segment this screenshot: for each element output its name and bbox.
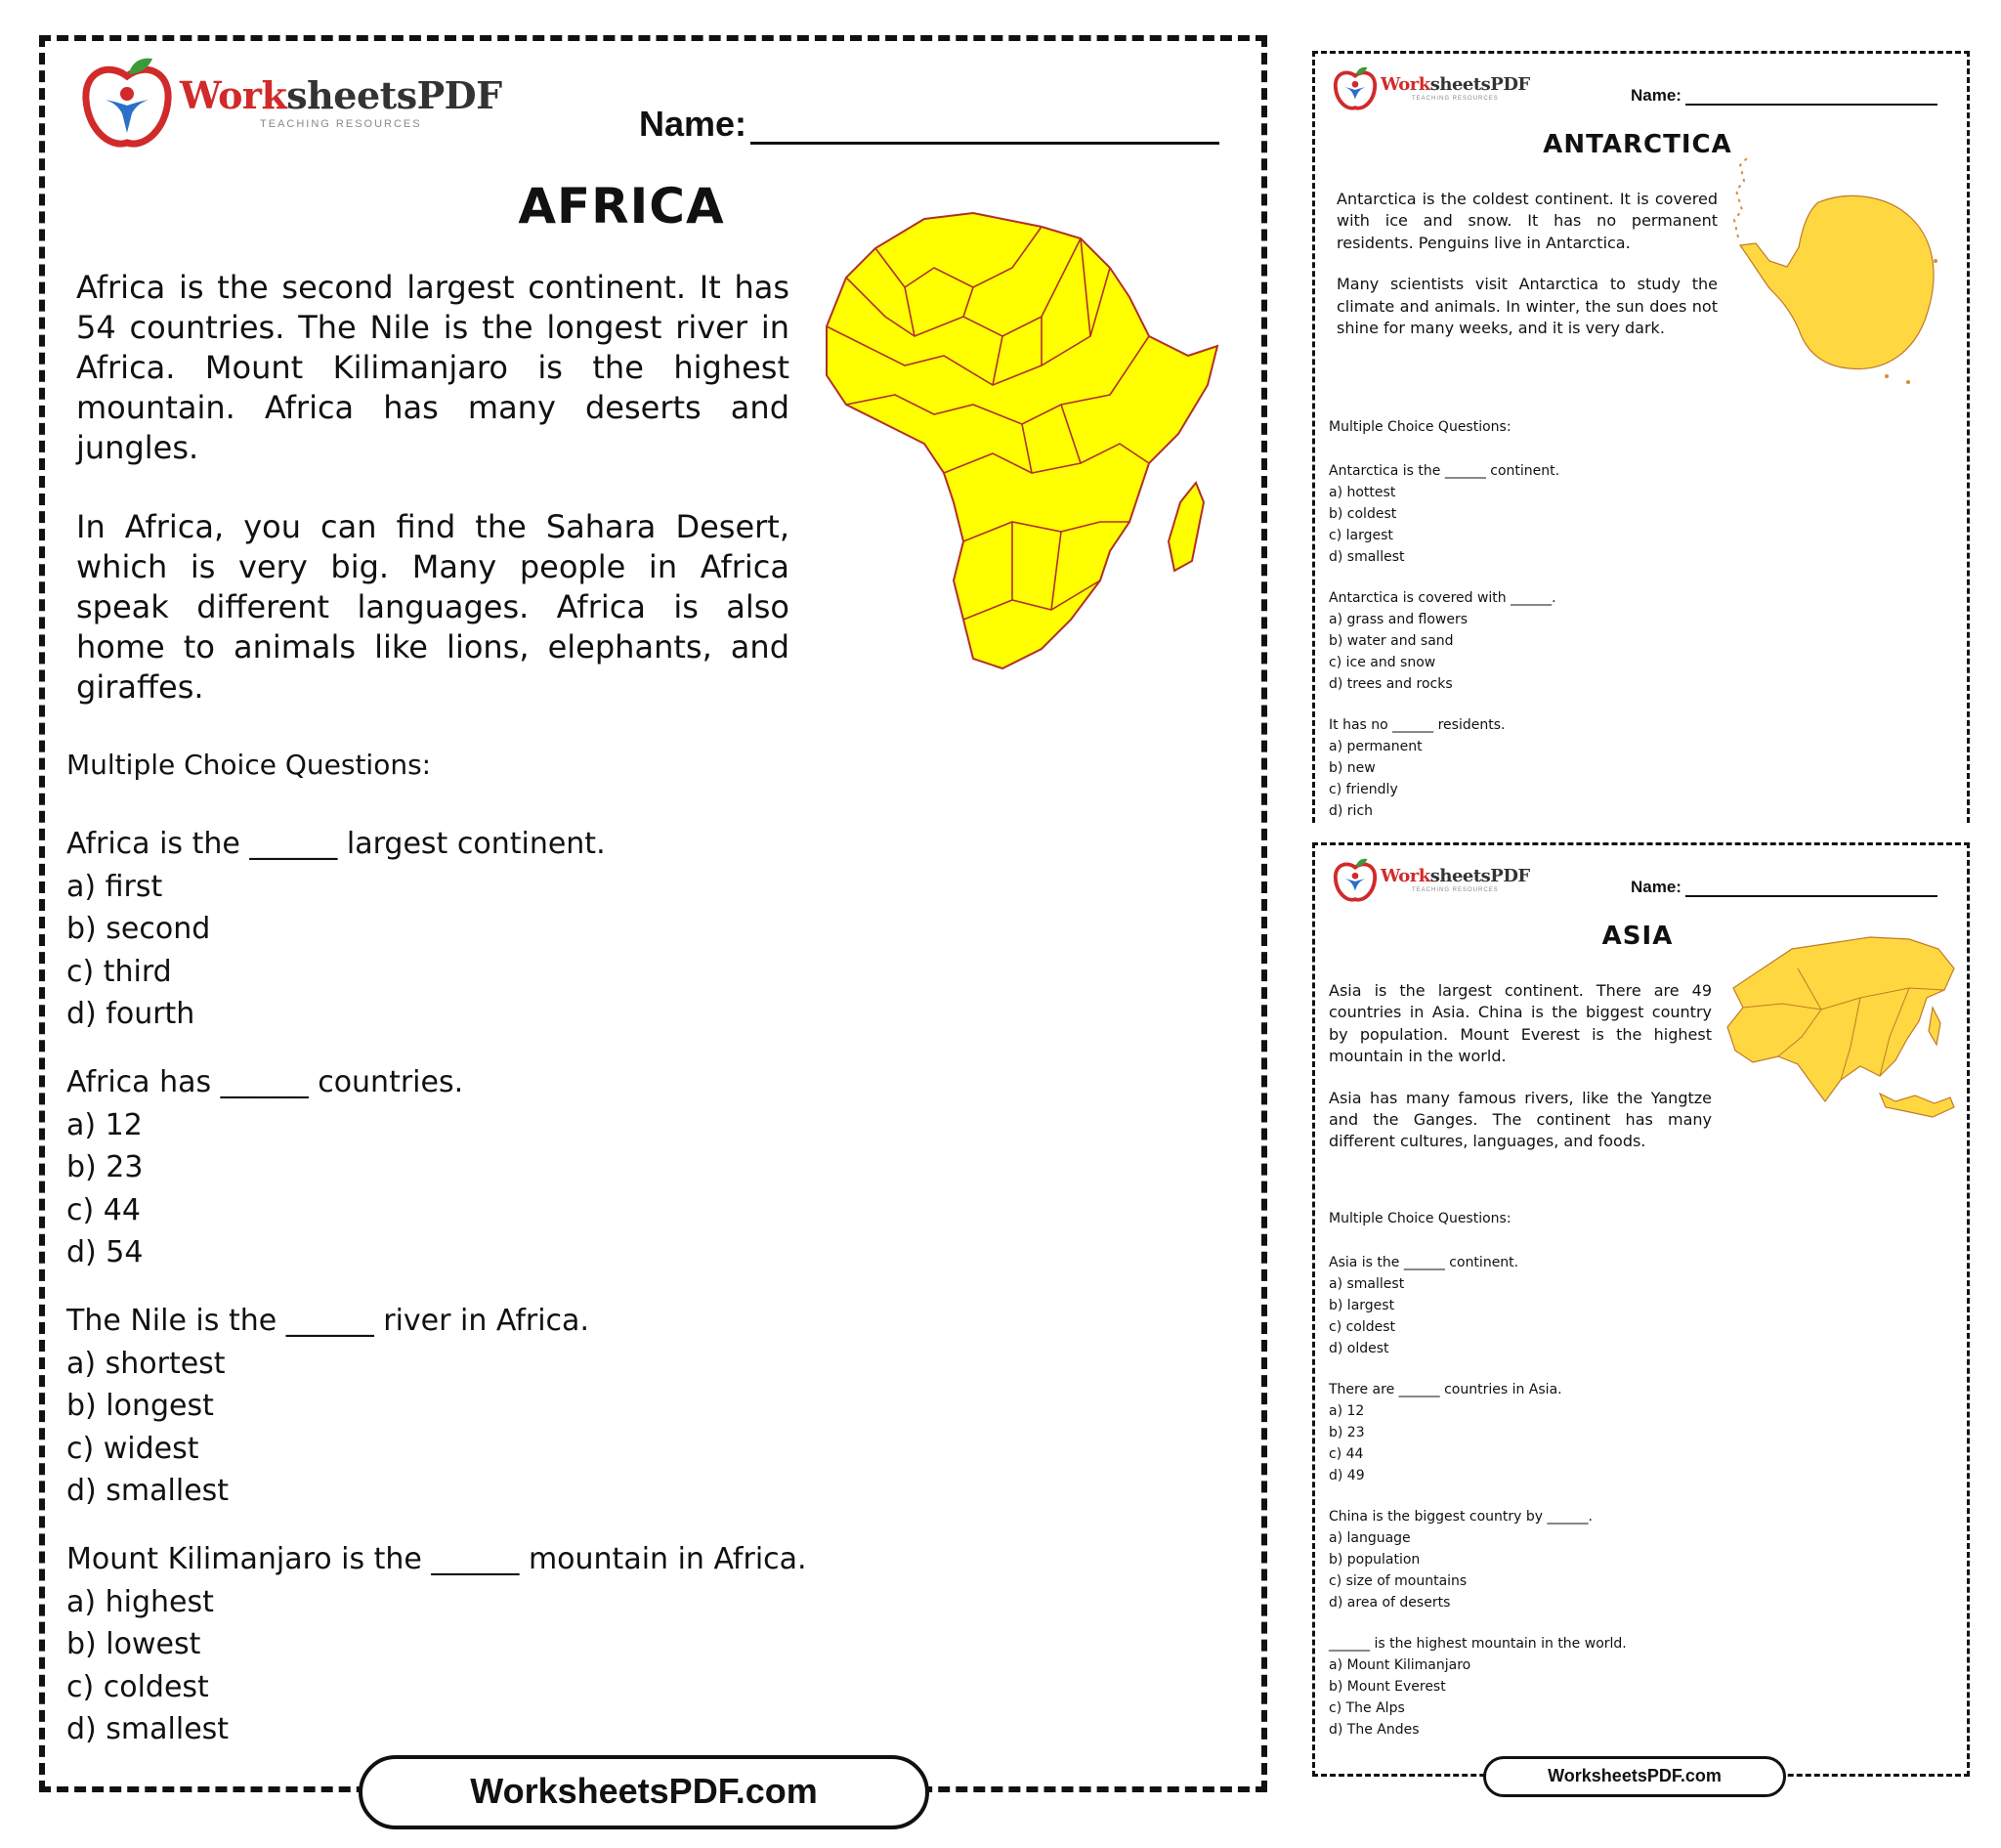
answer-option[interactable]: a) first	[66, 869, 163, 904]
answer-option[interactable]: a) language	[1329, 1530, 1411, 1547]
answer-option[interactable]: b) new	[1329, 760, 1376, 777]
mcq-heading: Multiple Choice Questions:	[1329, 1211, 1511, 1226]
question-2	[66, 1061, 463, 1274]
passage-paragraph-1: Antarctica is the coldest continent. It is covered with ice and snow. It has no permanent residents. Penguins live in Antarctica.	[1337, 190, 1718, 252]
asia-map-image	[1724, 929, 1958, 1125]
passage-paragraph-2: Asia has many famous rivers, like the Yangtze and the Ganges. The continent has many different cultures, languages, and foods.	[1329, 1088, 1712, 1151]
question-4	[66, 1538, 807, 1751]
question-text: Antarctica is covered with ______.	[1329, 590, 1556, 606]
question-1	[1329, 1252, 1518, 1360]
africa-map-image	[817, 209, 1227, 678]
apple-logo-icon	[1333, 65, 1378, 112]
question-2	[1329, 1379, 1562, 1487]
answer-option[interactable]: a) Mount Kilimanjaro	[1329, 1657, 1471, 1674]
mcq-heading: Multiple Choice Questions:	[1329, 419, 1511, 435]
answer-option[interactable]: b) 23	[1329, 1425, 1365, 1441]
answer-option[interactable]: b) lowest	[66, 1627, 201, 1661]
answer-option[interactable]: b) population	[1329, 1552, 1421, 1569]
answer-option[interactable]: d) smallest	[66, 1712, 230, 1746]
answer-option[interactable]: d) smallest	[66, 1474, 230, 1508]
antarctica-map-image	[1730, 151, 1945, 396]
worksheetspdf-logo: WorksheetsPDF TEACHING RESOURCES	[1333, 65, 1530, 112]
question-3	[1329, 1506, 1593, 1614]
answer-option[interactable]: d) oldest	[1329, 1341, 1389, 1357]
question-1	[66, 823, 606, 1036]
passage-paragraph-1: Africa is the second largest continent. It has 54 countries. The Nile is the longest river in Africa. Mount Kilimanjaro is the highest mountain. Africa has many deserts and jungles.	[76, 269, 789, 466]
answer-option[interactable]: c) widest	[66, 1431, 199, 1466]
answer-option[interactable]: a) 12	[66, 1107, 143, 1142]
answer-option[interactable]: c) third	[66, 954, 172, 989]
answer-option[interactable]: d) rich	[1329, 803, 1374, 820]
answer-option[interactable]: c) size of mountains	[1329, 1573, 1468, 1590]
africa-worksheet	[39, 35, 1267, 1811]
antarctica-worksheet	[1312, 51, 1970, 823]
reading-passage	[76, 268, 789, 708]
asia-worksheet	[1312, 842, 1970, 1785]
question-text: Africa has ______ countries.	[66, 1065, 464, 1099]
name-field[interactable]	[1631, 86, 1937, 106]
name-label: Name:	[1631, 86, 1682, 105]
answer-option[interactable]: c) 44	[66, 1192, 141, 1227]
worksheetspdf-logo: WorksheetsPDF TEACHING RESOURCES	[1333, 857, 1530, 904]
name-label: Name:	[1631, 878, 1682, 896]
apple-logo-icon	[80, 55, 174, 152]
answer-option[interactable]: c) largest	[1329, 528, 1393, 544]
answer-option[interactable]: c) 44	[1329, 1446, 1364, 1463]
name-field[interactable]	[1631, 878, 1937, 897]
answer-option[interactable]: c) ice and snow	[1329, 655, 1436, 671]
answer-option[interactable]: b) coldest	[1329, 506, 1397, 523]
question-text: There are ______ countries in Asia.	[1329, 1382, 1562, 1397]
footer-website-link[interactable]: WorksheetsPDF.com	[359, 1755, 929, 1829]
question-3	[66, 1300, 589, 1513]
question-text: Africa is the ______ largest continent.	[66, 827, 606, 861]
passage-paragraph-1: Asia is the largest continent. There are 49 countries in Asia. China is the biggest country by population. Mount Everest is the highest mountain in the world.	[1329, 981, 1712, 1066]
answer-option[interactable]: d) fourth	[66, 997, 195, 1031]
answer-option[interactable]: c) friendly	[1329, 782, 1398, 798]
answer-option[interactable]: c) coldest	[1329, 1319, 1396, 1336]
question-text: Antarctica is the ______ continent.	[1329, 463, 1560, 479]
question-text: It has no ______ residents.	[1329, 717, 1506, 733]
name-line[interactable]	[750, 110, 1219, 145]
question-4	[1329, 1633, 1627, 1741]
answer-option[interactable]: a) hottest	[1329, 485, 1396, 501]
answer-option[interactable]: b) water and sand	[1329, 633, 1454, 650]
answer-option[interactable]: d) smallest	[1329, 549, 1405, 566]
name-label: Name:	[639, 104, 747, 144]
page-title: ASIA	[1601, 922, 1674, 951]
answer-option[interactable]: a) highest	[66, 1584, 214, 1619]
passage-paragraph-2: Many scientists visit Antarctica to study the climate and animals. In winter, the sun does not shine for many weeks, and it is very dark.	[1337, 275, 1718, 337]
apple-logo-icon	[1333, 857, 1378, 904]
question-1	[1329, 460, 1559, 569]
answer-option[interactable]: d) area of deserts	[1329, 1595, 1451, 1612]
answer-option[interactable]: c) The Alps	[1329, 1700, 1405, 1717]
mcq-heading: Multiple Choice Questions:	[66, 749, 432, 781]
answer-option[interactable]: b) 23	[66, 1150, 144, 1184]
name-field[interactable]	[639, 104, 1219, 145]
page-title: AFRICA	[518, 178, 725, 235]
page-title: ANTARCTICA	[1543, 130, 1732, 159]
question-text: Mount Kilimanjaro is the ______ mountain in Africa.	[66, 1542, 807, 1576]
worksheetspdf-logo: WorksheetsPDF TEACHING RESOURCES	[80, 55, 502, 152]
answer-option[interactable]: a) 12	[1329, 1403, 1365, 1420]
reading-passage	[1329, 980, 1712, 1153]
answer-option[interactable]: b) Mount Everest	[1329, 1679, 1446, 1696]
answer-option[interactable]: d) 54	[66, 1235, 144, 1269]
answer-option[interactable]: d) 49	[1329, 1468, 1365, 1484]
question-3	[1329, 714, 1505, 823]
name-line[interactable]	[1685, 90, 1937, 106]
question-text: China is the biggest country by ______.	[1329, 1509, 1593, 1525]
answer-option[interactable]: b) largest	[1329, 1298, 1395, 1314]
answer-option[interactable]: a) grass and flowers	[1329, 612, 1469, 628]
answer-option[interactable]: c) coldest	[66, 1669, 209, 1704]
name-line[interactable]	[1685, 881, 1937, 897]
question-text: Asia is the ______ continent.	[1329, 1255, 1519, 1270]
footer-website-link[interactable]: WorksheetsPDF.com	[1483, 1756, 1786, 1797]
answer-option[interactable]: a) shortest	[66, 1346, 226, 1381]
question-text: The Nile is the ______ river in Africa.	[66, 1304, 589, 1338]
answer-option[interactable]: d) trees and rocks	[1329, 676, 1453, 693]
answer-option[interactable]: b) second	[66, 912, 211, 946]
question-2	[1329, 587, 1556, 696]
answer-option[interactable]: b) longest	[66, 1389, 214, 1423]
passage-paragraph-2: In Africa, you can find the Sahara Desert, which is very big. Many people in Africa speak different languages. Africa is also home to animals like lions, elephants, and giraffes.	[76, 507, 789, 706]
reading-passage	[1337, 189, 1718, 339]
question-text: ______ is the highest mountain in the world.	[1329, 1636, 1627, 1652]
answer-option[interactable]: d) The Andes	[1329, 1722, 1420, 1739]
answer-option[interactable]: a) permanent	[1329, 739, 1423, 755]
answer-option[interactable]: a) smallest	[1329, 1276, 1405, 1293]
